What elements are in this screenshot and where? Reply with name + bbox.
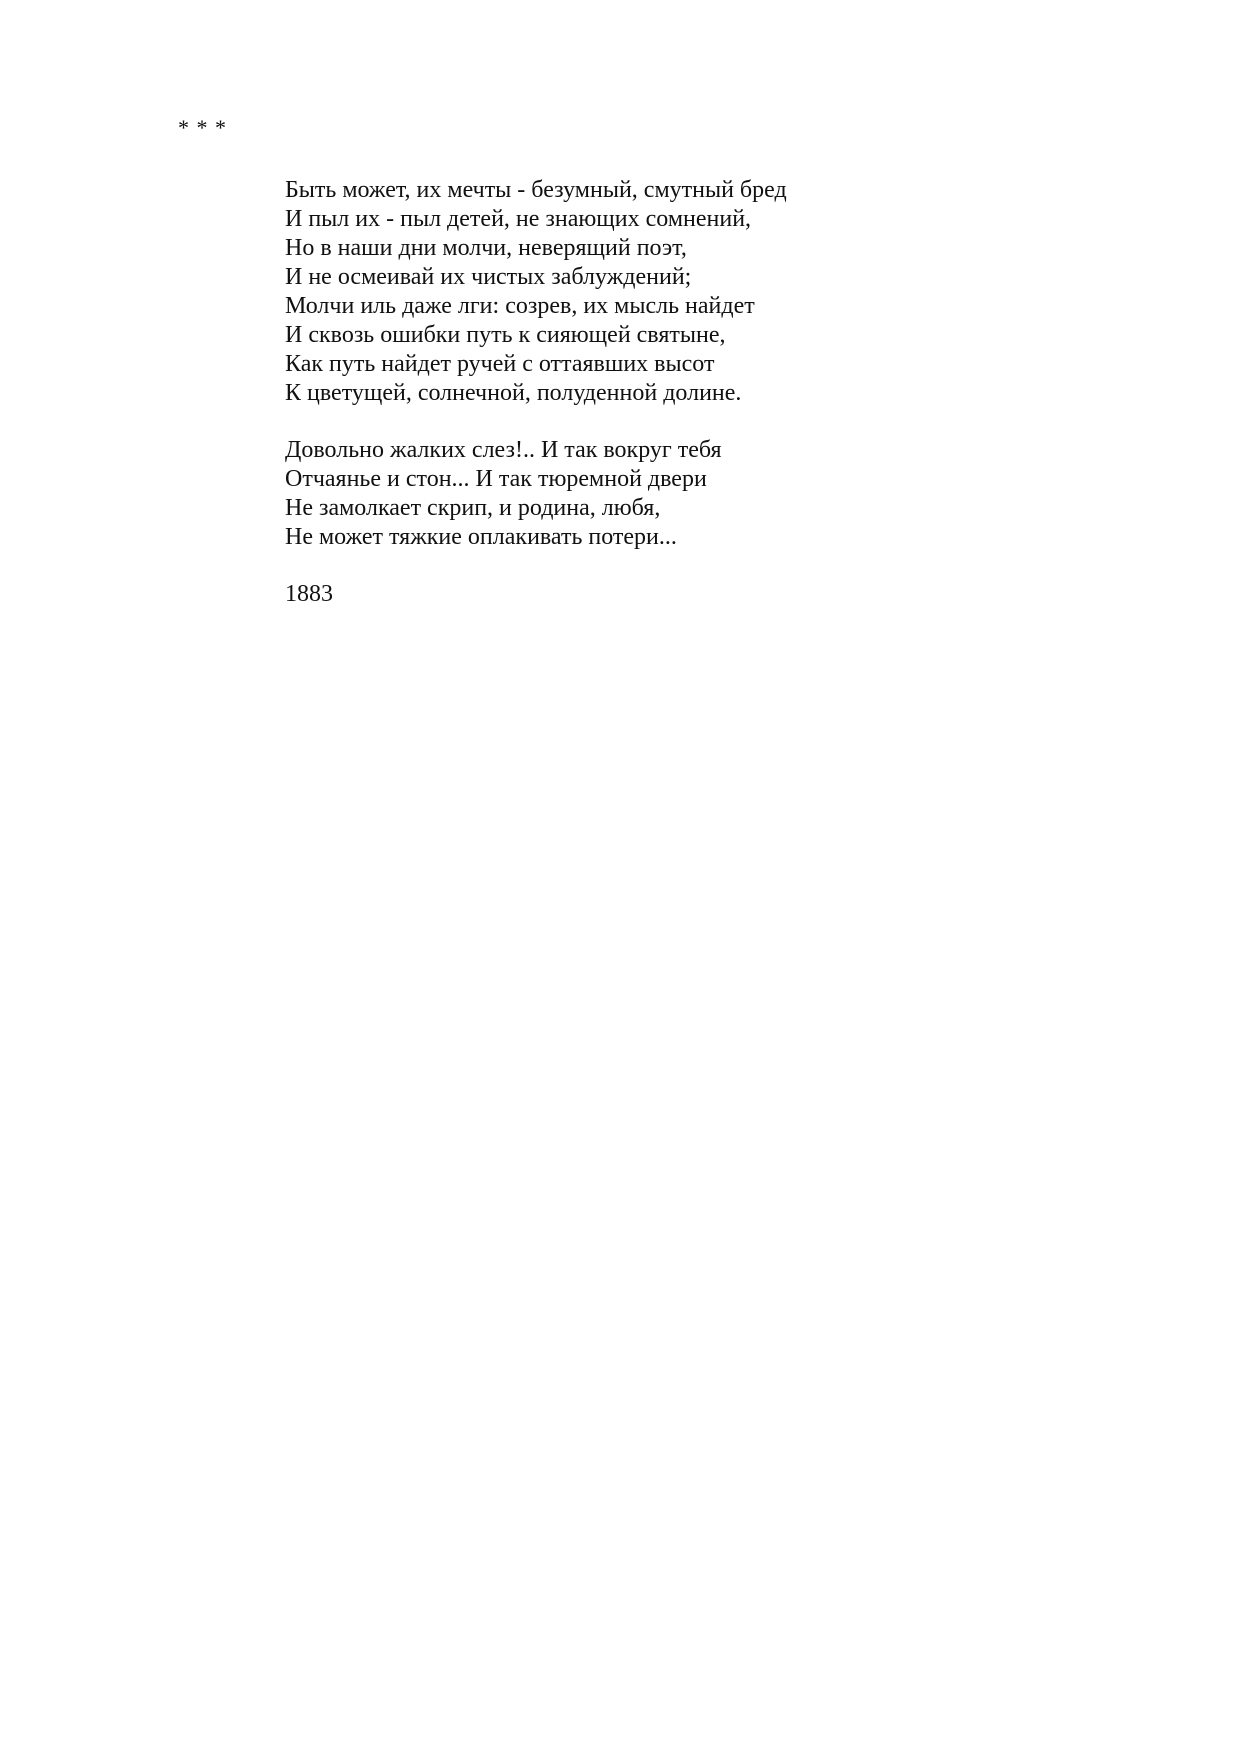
poem-line: И пыл их - пыл детей, не знающих сомнений, [285, 206, 752, 232]
poem-line: Не замолкает скрип, и родина, любя, [285, 495, 661, 521]
poem-line: К цветущей, солнечной, полуденной долине. [285, 380, 742, 406]
poem-line: И сквозь ошибки путь к сияющей святыне, [285, 322, 726, 348]
poem-line: Не может тяжкие оплакивать потери... [285, 524, 677, 550]
poem-line: И не осмеивай их чистых заблуждений; [285, 264, 692, 290]
poem-line: Довольно жалких слез!.. И так вокруг тебя [285, 437, 722, 463]
poem-line: Но в наши дни молчи, неверящий поэт, [285, 235, 687, 261]
poem-line: Быть может, их мечты - безумный, смутный бред [285, 177, 787, 203]
poem-line: Как путь найдет ручей с оттаявших высот [285, 351, 715, 377]
poem-line: Молчи иль даже лги: созрев, их мысль найдет [285, 293, 755, 319]
poem-body [285, 176, 1085, 609]
poem-line: Отчаянье и стон... И так тюремной двери [285, 466, 707, 492]
stanza-2 [285, 436, 1085, 552]
stanza-1 [285, 176, 1085, 408]
poem-heading-asterisks: * * * [178, 115, 227, 140]
poem-date: 1883 [285, 581, 333, 607]
